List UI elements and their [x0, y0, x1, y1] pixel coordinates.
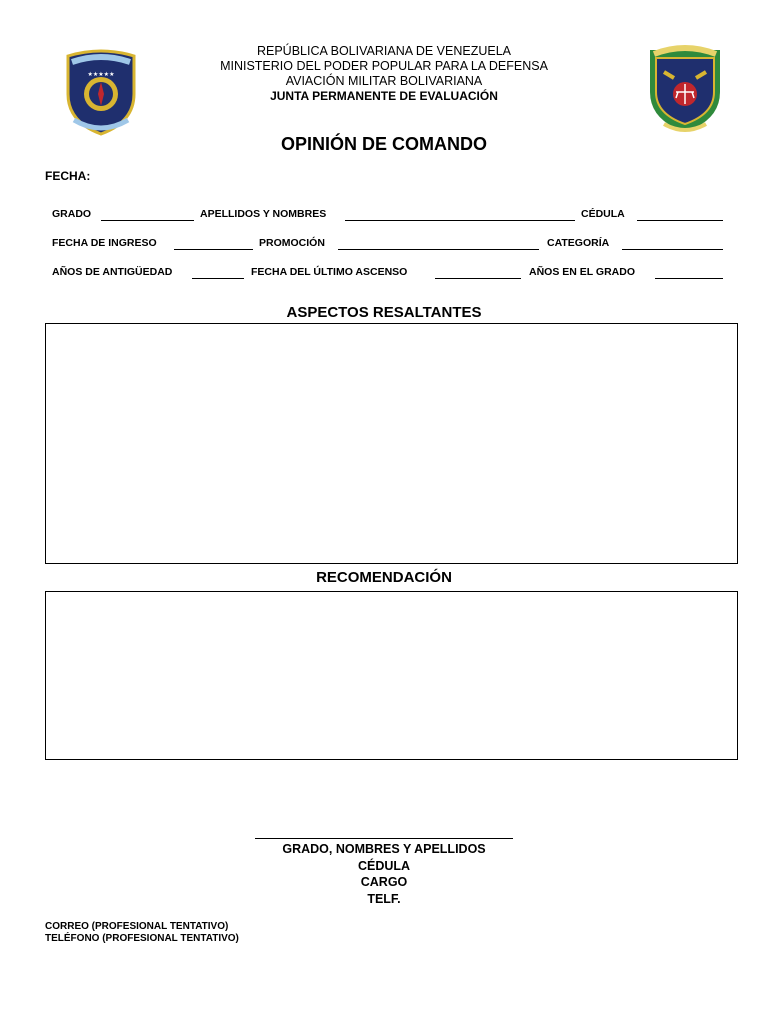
footer-correo: CORREO (PROFESIONAL TENTATIVO): [45, 921, 229, 932]
cedula-field[interactable]: [637, 220, 723, 221]
fecha-ultimo-ascenso-label: FECHA DEL ÚLTIMO ASCENSO: [251, 266, 408, 278]
signature-name: GRADO, NOMBRES Y APELLIDOS: [282, 842, 486, 856]
footer-telefono: TELÉFONO (PROFESIONAL TENTATIVO): [45, 933, 239, 944]
cedula-label: CÉDULA: [581, 208, 625, 220]
aspectos-title: ASPECTOS RESALTANTES: [286, 304, 482, 321]
fecha-ultimo-ascenso-field[interactable]: [435, 278, 521, 279]
aspectos-box[interactable]: [45, 323, 738, 564]
anos-antiguedad-field[interactable]: [192, 278, 244, 279]
header-republic: REPÚBLICA BOLIVARIANA DE VENEZUELA: [256, 44, 512, 58]
header-junta: JUNTA PERMANENTE DE EVALUACIÓN: [270, 89, 498, 103]
fecha-ingreso-field[interactable]: [174, 249, 253, 250]
recomendacion-title: RECOMENDACIÓN: [316, 569, 452, 586]
page-title: OPINIÓN DE COMANDO: [280, 134, 487, 154]
grado-field[interactable]: [101, 220, 194, 221]
footer: [45, 921, 239, 945]
header-aviation: AVIACIÓN MILITAR BOLIVARIANA: [285, 74, 483, 88]
anos-grado-field[interactable]: [655, 278, 723, 279]
grado-label: GRADO: [52, 208, 92, 220]
anos-antiguedad-label: AÑOS DE ANTIGÜEDAD: [52, 266, 173, 278]
signature-block: [0, 841, 768, 907]
promocion-field[interactable]: [338, 249, 539, 250]
signature-cedula: CÉDULA: [357, 858, 411, 873]
header-ministry: MINISTERIO DEL PODER POPULAR PARA LA DEFENSA: [220, 59, 548, 73]
categoria-label: CATEGORÍA: [547, 237, 610, 249]
svg-text:★★★★★: ★★★★★: [87, 71, 115, 78]
anos-grado-label: AÑOS EN EL GRADO: [529, 266, 635, 278]
signature-cargo: CARGO: [360, 875, 408, 889]
categoria-field[interactable]: [622, 249, 723, 250]
fecha-ingreso-label: FECHA DE INGRESO: [52, 237, 157, 249]
recomendacion-box[interactable]: [45, 591, 738, 760]
header: [0, 44, 768, 104]
promocion-label: PROMOCIÓN: [259, 237, 325, 249]
signature-telf: TELF.: [367, 891, 401, 906]
fecha-label: FECHA:: [45, 169, 91, 183]
signature-line[interactable]: [255, 838, 513, 839]
apellidos-nombres-label: APELLIDOS Y NOMBRES: [200, 208, 327, 220]
apellidos-nombres-field[interactable]: [345, 220, 575, 221]
